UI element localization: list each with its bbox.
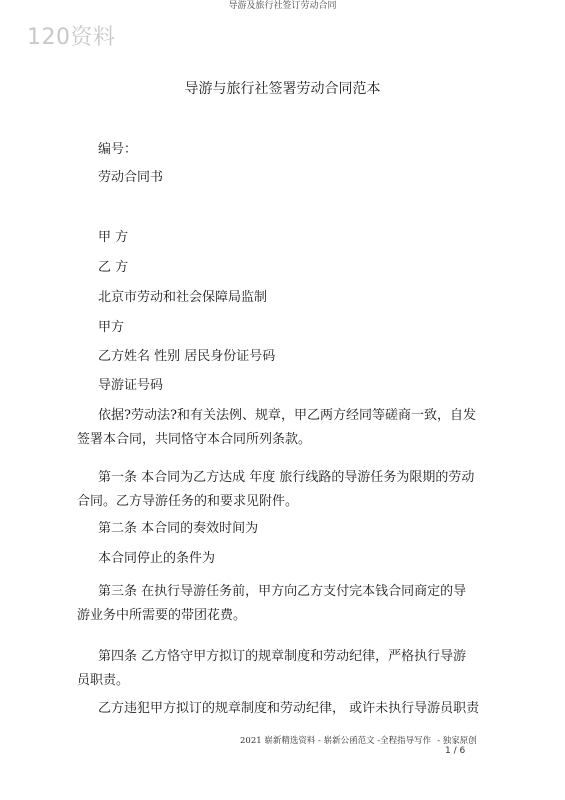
document-title: 导游与旅行社签署劳动合同范本: [184, 81, 381, 97]
article-2: 第二条 本合同的奏效时间为: [98, 521, 259, 536]
page-header: 导游及旅行社签订劳动合同: [228, 1, 337, 11]
party-a-field: 甲方: [98, 320, 125, 335]
article-1: 第一条 本合同为乙方达成 年度 旅行线路的导游任务为限期的劳动合同。乙方导游任务的和要求见附件。: [77, 470, 475, 509]
article-4: 第四条 乙方恪守甲方拟订的规章制度和劳动纪律，严格执行导游员职责。: [77, 649, 467, 688]
article-3: 第三条 在执行导游任务前，甲方向乙方支付完本钱合同商定的导游业务中所需要的带团花费。: [77, 584, 467, 623]
basis-paragraph: 依据?劳动法?和有关法例、规章，甲乙两方经同等磋商一致，自发签署本合同，共同恪守本合同所列条款。: [77, 408, 476, 447]
watermark-logo: 120资料: [27, 25, 116, 50]
footer-right-text: - 独家原创: [437, 736, 477, 746]
footer-left-text: 2021 崭新精选资料 - 崭新公函范文 -全程指导写作: [240, 736, 432, 746]
violation-paragraph: 乙方违犯甲方拟订的规章制度和劳动纪律， 或许未执行导游员职责: [98, 701, 480, 716]
party-b-info-field: 乙方姓名 性别 居民身份证号码: [98, 349, 276, 364]
party-a-label: 甲 方: [98, 230, 129, 245]
contract-number-label: 编号：: [98, 142, 138, 157]
termination-condition: 本合同停止的条件为: [98, 551, 216, 566]
page-footer: [240, 734, 477, 746]
party-b-label: 乙 方: [98, 260, 129, 275]
guide-cert-field: 导游证号码: [98, 378, 164, 393]
supervisor-text: 北京市劳动和社会保障局监制: [98, 290, 268, 305]
contract-name: 劳动合同书: [98, 170, 164, 185]
page-number: 1 / 6: [445, 746, 466, 756]
